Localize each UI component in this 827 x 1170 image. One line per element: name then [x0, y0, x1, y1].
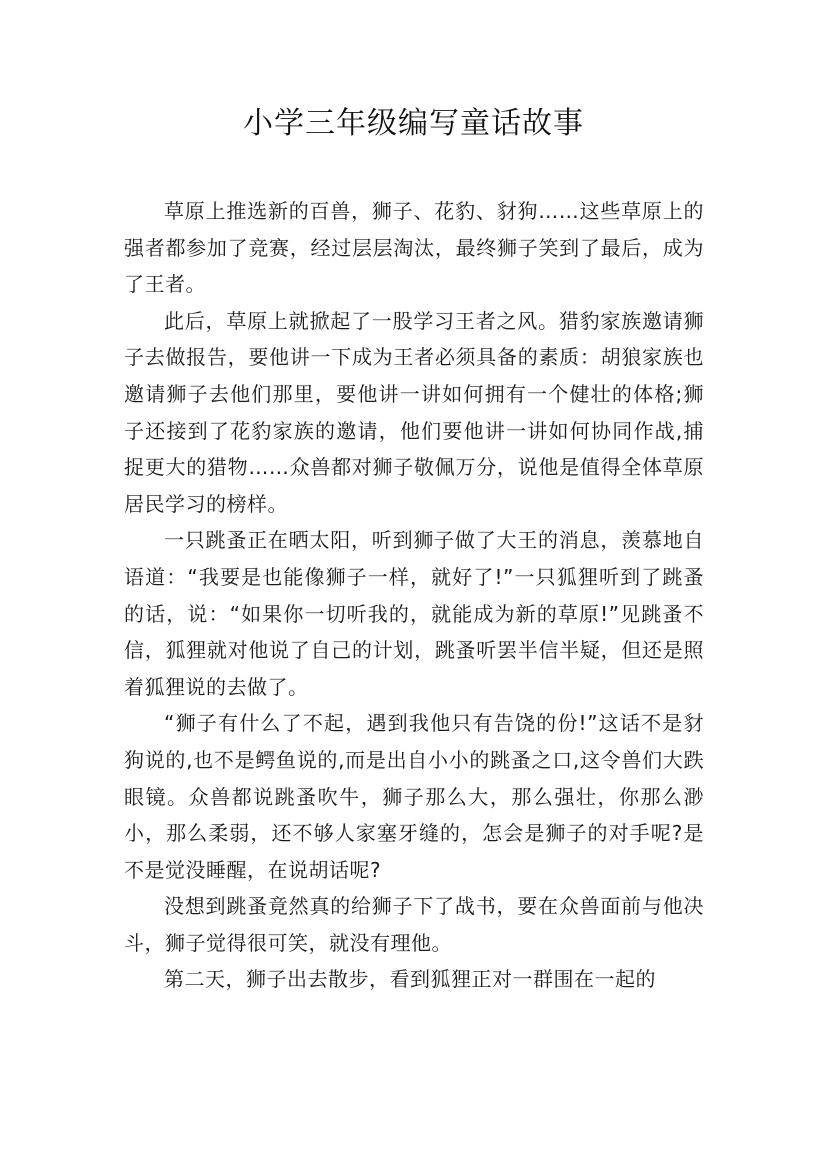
- paragraph: 没想到跳蚤竟然真的给狮子下了战书，要在众兽面前与他决斗，狮子觉得很可笑，就没有理他。: [124, 894, 704, 955]
- paragraph: 第二天，狮子出去散步，看到狐狸正对一群围在一起的: [164, 967, 656, 992]
- paragraph: 草原上推选新的百兽，狮子、花豹、豺狗……这些草原上的强者都参加了竞赛，经过层层淘汰，最终狮子笑到了最后，成为了王者。: [124, 199, 704, 297]
- paragraph: “狮子有什么了不起，遇到我他只有告饶的份!”这话不是豺狗说的,也不是鳄鱼说的,而是出自小小的跳蚤之口,这令兽们大跌眼镜。众兽都说跳蚤吹牛，狮子那么大，那么强壮，你那么渺小，那么柔弱，还不够人家塞牙缝的，怎会是狮子的对手呢?是不是觉没睡醒，在说胡话呢?: [124, 711, 704, 882]
- document-body: [124, 193, 704, 998]
- document-title: 小学三年级编写童话故事: [243, 106, 584, 141]
- paragraph: 一只跳蚤正在晒太阳，听到狮子做了大王的消息，羡慕地自语道：“我要是也能像狮子一样，就好了!”一只狐狸听到了跳蚤的话，说：“如果你一切听我的，就能成为新的草原!”见跳蚤不信，狐狸就对他说了自己的计划，跳蚤听罢半信半疑，但还是照着狐狸说的去做了。: [124, 528, 704, 699]
- paragraph: 此后，草原上就掀起了一股学习王者之风。猎豹家族邀请狮子去做报告，要他讲一下成为王者必须具备的素质：胡狼家族也邀请狮子去他们那里，要他讲一讲如何拥有一个健壮的体格;狮子还接到了花豹家族的邀请，他们要他讲一讲如何协同作战,捕捉更大的猎物……众兽都对狮子敬佩万分，说他是值得全体草原居民学习的榜样。: [124, 308, 704, 516]
